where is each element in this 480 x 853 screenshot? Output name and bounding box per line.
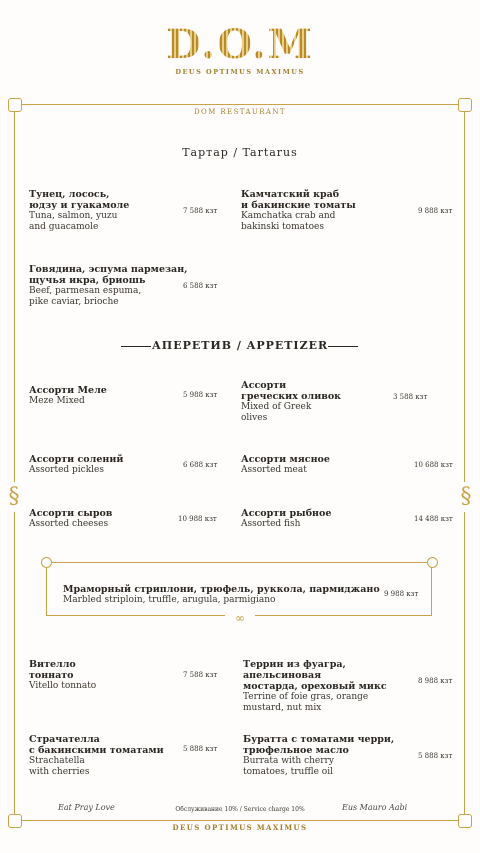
item-name-en: Marbled striploin, truffle, arugula, parmigiano bbox=[63, 595, 276, 605]
item-name-ru: Ассорти греческих оливок bbox=[241, 380, 342, 402]
item-name-ru: Тунец, лосось, юдзу и гуакамоле bbox=[29, 189, 130, 211]
logo-tagline: DEUS OPTIMUS MAXIMUS bbox=[175, 68, 305, 76]
section-title-appetizer: АПЕРЕТИВ / APPETIZER bbox=[151, 339, 329, 352]
section-title-tartare: Тартар / Tartarus bbox=[182, 146, 298, 159]
menu-item bbox=[243, 659, 418, 713]
item-price: 6 688 кзт bbox=[183, 461, 218, 469]
item-name-ru: Ассорти мясное bbox=[241, 454, 330, 465]
frame-label: DOM RESTAURANT bbox=[0, 99, 480, 118]
menu-item bbox=[241, 189, 411, 232]
item-name-ru: Мраморный стриплони, трюфель, руккола, пармиджано bbox=[63, 584, 380, 595]
item-price: 3 588 кзт bbox=[393, 393, 428, 401]
item-price: 7 588 кзт bbox=[183, 671, 218, 679]
item-name-en: Assorted cheeses bbox=[29, 519, 109, 529]
menu-item bbox=[29, 734, 184, 777]
item-name-ru: Ассорти рыбное bbox=[241, 508, 332, 519]
item-name-en: Beef, parmesan espuma, pike caviar, brioche bbox=[29, 286, 142, 307]
menu-item-special bbox=[63, 584, 383, 606]
item-price: 6 588 кзт bbox=[183, 282, 218, 290]
box-bottom-ornament: ∞ bbox=[225, 611, 255, 625]
menu-item bbox=[29, 508, 179, 530]
item-name-ru: Ассорти сыров bbox=[29, 508, 113, 519]
side-ornament-right: § bbox=[460, 482, 472, 512]
item-name-ru: Буратта с томатами черри, трюфельное масло bbox=[243, 734, 395, 756]
item-price: 5 888 кзт bbox=[183, 745, 218, 753]
item-price: 5 988 кзт bbox=[183, 391, 218, 399]
item-name-ru: Ассорти Меле bbox=[29, 385, 107, 396]
menu-item bbox=[241, 508, 391, 530]
item-name-en: Tuna, salmon, yuzu and guacamole bbox=[29, 211, 118, 232]
footer-label: DEUS OPTIMUS MAXIMUS bbox=[0, 815, 480, 834]
menu-item bbox=[29, 189, 179, 232]
item-name-en: Terrine of foie gras, orange mustard, nut mix bbox=[243, 692, 369, 713]
box-corner-ornament bbox=[41, 557, 52, 568]
corner-ornament-tr bbox=[458, 98, 472, 112]
footer-script-right: Eus Mauro Aabi bbox=[342, 803, 408, 812]
item-name-ru: Ассорти солений bbox=[29, 454, 124, 465]
item-price: 5 888 кзт bbox=[418, 752, 453, 760]
item-name-ru: Вителло тоннато bbox=[29, 659, 76, 681]
item-price: 14 488 кзт bbox=[414, 515, 453, 523]
footer-script-left: Eat Pray Love bbox=[58, 803, 115, 812]
item-name-ru: Террин из фуагра, апельсиновая мостарда, ореховый микс bbox=[243, 659, 387, 692]
menu-item bbox=[29, 264, 189, 307]
service-charge-note: Обслуживание 10% / Service charge 10% bbox=[175, 806, 305, 813]
item-name-ru: Камчатский краб и бакинские томаты bbox=[241, 189, 356, 211]
item-name-en: Burrata with cherry tomatoes, truffle oil bbox=[243, 756, 334, 777]
menu-item bbox=[29, 454, 179, 476]
item-price: 9 888 кзт bbox=[418, 207, 453, 215]
item-price: 10 688 кзт bbox=[414, 461, 453, 469]
menu-item bbox=[241, 454, 391, 476]
corner-ornament-tl bbox=[8, 98, 22, 112]
side-ornament-left: § bbox=[8, 482, 20, 512]
item-price: 8 988 кзт bbox=[418, 677, 453, 685]
item-name-en: Assorted pickles bbox=[29, 465, 104, 475]
item-name-ru: Говядина, эспума пармезан, щучья икра, бриошь bbox=[29, 264, 188, 286]
logo bbox=[0, 21, 480, 76]
item-name-en: Vitello tonnato bbox=[29, 681, 97, 691]
item-name-en: Assorted meat bbox=[241, 465, 307, 475]
item-name-en: Mixed of Greek olives bbox=[241, 402, 312, 423]
menu-item bbox=[29, 659, 179, 692]
box-corner-ornament bbox=[427, 557, 438, 568]
item-price: 9 988 кзт bbox=[384, 590, 419, 598]
item-name-en: Meze Mixed bbox=[29, 396, 85, 406]
menu-item bbox=[241, 380, 391, 423]
item-name-en: Kamchatka crab and bakinski tomatoes bbox=[241, 211, 336, 232]
item-name-en: Strachatella with cherries bbox=[29, 756, 90, 777]
item-price: 10 988 кзт bbox=[178, 515, 217, 523]
menu-item bbox=[29, 385, 179, 407]
menu-item bbox=[243, 734, 413, 777]
item-price: 7 588 кзт bbox=[183, 207, 218, 215]
item-name-en: Assorted fish bbox=[241, 519, 301, 529]
item-name-ru: Страчателла с бакинскими томатами bbox=[29, 734, 164, 756]
logo-wordmark: D.O.M bbox=[0, 24, 480, 66]
